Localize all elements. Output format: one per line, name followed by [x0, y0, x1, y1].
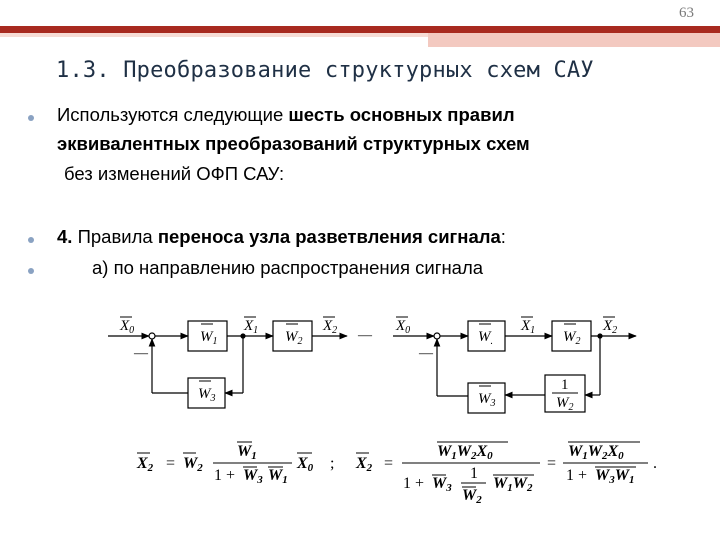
text-run-bold: 4. — [57, 226, 73, 247]
summing-junction — [149, 333, 155, 339]
label-w1: $W_.$ — [478, 329, 493, 347]
label-w2: $W_2$ — [285, 329, 303, 347]
svg-text:1 +: 1 + — [403, 475, 425, 492]
formula-left-lines — [137, 442, 312, 467]
svg-text:;: ; — [330, 455, 335, 472]
svg-text:W1W2: W1W2 — [493, 475, 533, 494]
minus-sign: — — [419, 346, 433, 361]
svg-text:W2: W2 — [183, 455, 203, 474]
label-x0: $X_0$ — [120, 318, 135, 336]
text-run: Используются следующие — [57, 104, 289, 125]
label-x2: $X_2$ — [603, 318, 618, 336]
bullet-1-line-3: без изменений ОФП САУ: — [64, 163, 285, 184]
minus-sign: — — [134, 346, 148, 361]
label-w2: $W_2$ — [563, 329, 581, 347]
formula-left — [136, 443, 334, 486]
bullet-3: а) по направлению распространения сигнала — [92, 257, 484, 278]
svg-text:W1: W1 — [237, 443, 257, 462]
label-w1: $W_1$ — [200, 329, 218, 347]
svg-text:X2: X2 — [356, 455, 373, 474]
text-run: Правила — [72, 226, 158, 247]
bullet-1-line-2: эквивалентных преобразований структурных схем — [57, 133, 530, 154]
summing-junction — [434, 333, 440, 339]
svg-text:=: = — [547, 455, 557, 472]
svg-text:W3: W3 — [432, 475, 452, 494]
label-x1: $X_1$ — [521, 318, 536, 336]
text-run-bold: переноса узла разветвления сигнала — [157, 226, 501, 247]
diagram-right — [393, 321, 636, 413]
slide-title: 1.3. Преобразование структурных схем САУ — [56, 58, 594, 83]
svg-text:W1W2X0: W1W2X0 — [437, 443, 493, 462]
label-one: 1 — [561, 377, 569, 393]
label-x0: $X_0$ — [396, 318, 411, 336]
label-w3: $W_3$ — [198, 386, 216, 404]
svg-text:1: 1 — [470, 465, 478, 482]
svg-text:.: . — [653, 455, 657, 472]
label-w3: $W_3$ — [478, 391, 496, 409]
svg-text:W1W2X0: W1W2X0 — [568, 443, 624, 462]
svg-text:W2: W2 — [462, 487, 482, 506]
label-x2: $X_2$ — [323, 318, 338, 336]
page-number: 63 — [679, 5, 694, 21]
text-run-bold: шесть основных правил — [288, 104, 515, 125]
svg-text:=: = — [166, 455, 176, 472]
label-x1: $X_1$ — [244, 318, 259, 336]
dash-sign: — — [358, 328, 372, 343]
svg-text:W3W1: W3W1 — [595, 467, 635, 486]
diagram-left — [108, 321, 347, 408]
svg-text:W1: W1 — [268, 467, 288, 486]
label-inv-w2: $W_2$ — [556, 395, 574, 413]
svg-text:=: = — [384, 455, 394, 472]
svg-text:1 +: 1 + — [566, 467, 588, 484]
svg-text:W3: W3 — [243, 467, 263, 486]
svg-text:X2: X2 — [137, 455, 154, 474]
text-run: : — [500, 226, 506, 247]
svg-text:X0: X0 — [297, 455, 314, 474]
svg-text:1 +: 1 + — [214, 467, 236, 484]
